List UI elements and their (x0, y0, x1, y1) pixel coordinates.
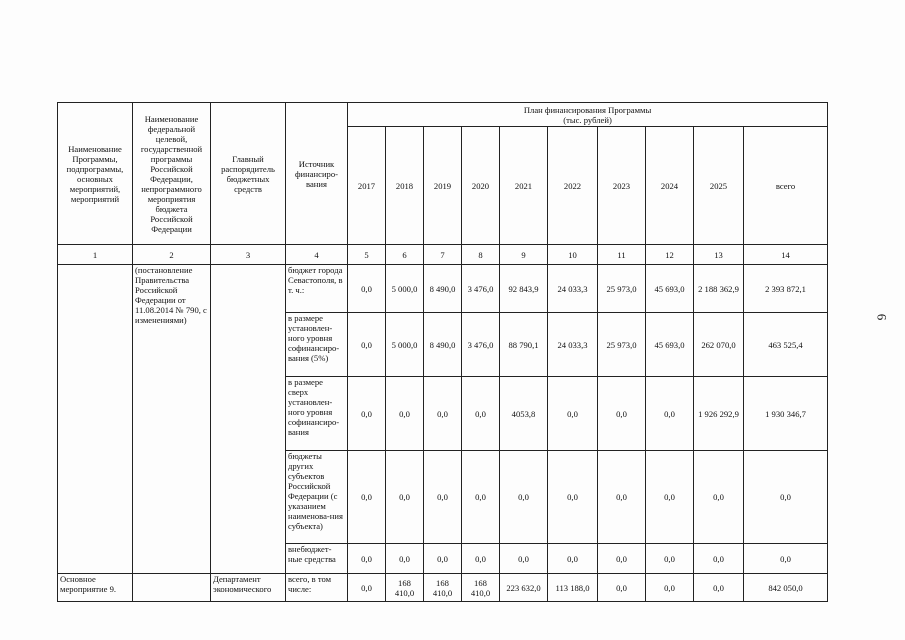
value-cell: 0,0 (424, 451, 462, 544)
value-cell: 3 476,0 (462, 313, 500, 377)
source-cell: внебюджет-ные средства (286, 544, 348, 574)
total-header: всего (744, 127, 828, 245)
budget-manager-cell: Департамент экономического (211, 574, 286, 602)
value-cell: 8 490,0 (424, 265, 462, 313)
year-header: 2019 (424, 127, 462, 245)
column-number: 3 (211, 245, 286, 265)
value-cell: 2 188 362,9 (694, 265, 744, 313)
total-cell: 0,0 (744, 544, 828, 574)
federal-program-cell (133, 574, 211, 602)
year-header: 2025 (694, 127, 744, 245)
value-cell: 5 000,0 (386, 265, 424, 313)
value-cell: 113 188,0 (548, 574, 598, 602)
value-cell: 0,0 (646, 451, 694, 544)
year-header: 2024 (646, 127, 694, 245)
value-cell: 0,0 (598, 377, 646, 451)
column-number: 1 (58, 245, 133, 265)
value-cell: 0,0 (386, 544, 424, 574)
financing-table (57, 102, 828, 602)
value-cell: 3 476,0 (462, 265, 500, 313)
value-cell: 0,0 (598, 574, 646, 602)
column-number: 9 (500, 245, 548, 265)
value-cell: 223 632,0 (500, 574, 548, 602)
value-cell: 168 410,0 (462, 574, 500, 602)
value-cell: 0,0 (500, 544, 548, 574)
value-cell: 0,0 (348, 265, 386, 313)
value-cell: 0,0 (598, 451, 646, 544)
value-cell: 88 790,1 (500, 313, 548, 377)
value-cell: 8 490,0 (424, 313, 462, 377)
header-plan (348, 103, 828, 127)
source-cell: в размере сверх установлен-ного уровня софинансиро-вания (286, 377, 348, 451)
column-number: 6 (386, 245, 424, 265)
value-cell: 0,0 (348, 544, 386, 574)
column-number: 12 (646, 245, 694, 265)
year-header: 2022 (548, 127, 598, 245)
value-cell: 0,0 (424, 544, 462, 574)
value-cell: 1 926 292,9 (694, 377, 744, 451)
federal-program-cell: (постановление Правительства Российской Федерации от 11.08.2014 № 790, с изменениями) (133, 265, 211, 574)
value-cell: 0,0 (386, 451, 424, 544)
value-cell: 0,0 (646, 377, 694, 451)
value-cell: 0,0 (694, 544, 744, 574)
column-number: 13 (694, 245, 744, 265)
value-cell: 0,0 (548, 377, 598, 451)
value-cell: 0,0 (500, 451, 548, 544)
value-cell: 0,0 (386, 377, 424, 451)
header-budget-manager: Главный распорядитель бюджетных средств (211, 103, 286, 245)
value-cell: 168 410,0 (424, 574, 462, 602)
value-cell: 0,0 (548, 544, 598, 574)
value-cell: 25 973,0 (598, 265, 646, 313)
column-number: 5 (348, 245, 386, 265)
total-cell: 1 930 346,7 (744, 377, 828, 451)
value-cell: 92 843,9 (500, 265, 548, 313)
value-cell: 0,0 (348, 451, 386, 544)
year-header: 2018 (386, 127, 424, 245)
plan-unit: (тыс. рублей) (563, 114, 612, 125)
header-funding-source: Источник финансиро-вания (286, 103, 348, 245)
source-cell: бюджеты других субъектов Российской Федерации (с указанием наименова-ния субъекта) (286, 451, 348, 544)
value-cell: 0,0 (548, 451, 598, 544)
source-cell: в размере установлен-ного уровня софинансиро-вания (5%) (286, 313, 348, 377)
value-cell: 45 693,0 (646, 313, 694, 377)
total-cell: 463 525,4 (744, 313, 828, 377)
value-cell: 168 410,0 (386, 574, 424, 602)
header-program-name: Наименование Программы, подпрограммы, основных мероприятий, мероприятий (58, 103, 133, 245)
column-number: 2 (133, 245, 211, 265)
value-cell: 0,0 (646, 574, 694, 602)
total-cell: 0,0 (744, 451, 828, 544)
value-cell: 0,0 (646, 544, 694, 574)
total-cell: 842 050,0 (744, 574, 828, 602)
value-cell: 0,0 (348, 574, 386, 602)
page-number: 6 (874, 313, 890, 321)
program-name-cell: Основное мероприятие 9. (58, 574, 133, 602)
value-cell: 0,0 (462, 451, 500, 544)
year-header: 2023 (598, 127, 646, 245)
column-number: 14 (744, 245, 828, 265)
value-cell: 0,0 (462, 544, 500, 574)
value-cell: 262 070,0 (694, 313, 744, 377)
column-number: 11 (598, 245, 646, 265)
column-number: 4 (286, 245, 348, 265)
value-cell: 0,0 (424, 377, 462, 451)
value-cell: 4053,8 (500, 377, 548, 451)
value-cell: 0,0 (694, 451, 744, 544)
value-cell: 0,0 (694, 574, 744, 602)
value-cell: 0,0 (598, 544, 646, 574)
header-federal-program: Наименование федеральной целевой, государственной программы Российской Федерации, непрограммного мероприятия бюджета Российской Федерации (133, 103, 211, 245)
program-name-cell (58, 265, 133, 574)
value-cell: 24 033,3 (548, 265, 598, 313)
year-header: 2017 (348, 127, 386, 245)
budget-manager-cell (211, 265, 286, 574)
column-number: 10 (548, 245, 598, 265)
year-header: 2020 (462, 127, 500, 245)
value-cell: 5 000,0 (386, 313, 424, 377)
value-cell: 24 033,3 (548, 313, 598, 377)
column-number: 8 (462, 245, 500, 265)
plan-title: План финансирования Программы (523, 104, 652, 115)
value-cell: 0,0 (462, 377, 500, 451)
total-cell: 2 393 872,1 (744, 265, 828, 313)
value-cell: 0,0 (348, 313, 386, 377)
source-cell: всего, в том числе: (286, 574, 348, 602)
value-cell: 45 693,0 (646, 265, 694, 313)
source-cell: бюджет города Севастополя, в т. ч.: (286, 265, 348, 313)
column-number: 7 (424, 245, 462, 265)
value-cell: 25 973,0 (598, 313, 646, 377)
year-header: 2021 (500, 127, 548, 245)
value-cell: 0,0 (348, 377, 386, 451)
